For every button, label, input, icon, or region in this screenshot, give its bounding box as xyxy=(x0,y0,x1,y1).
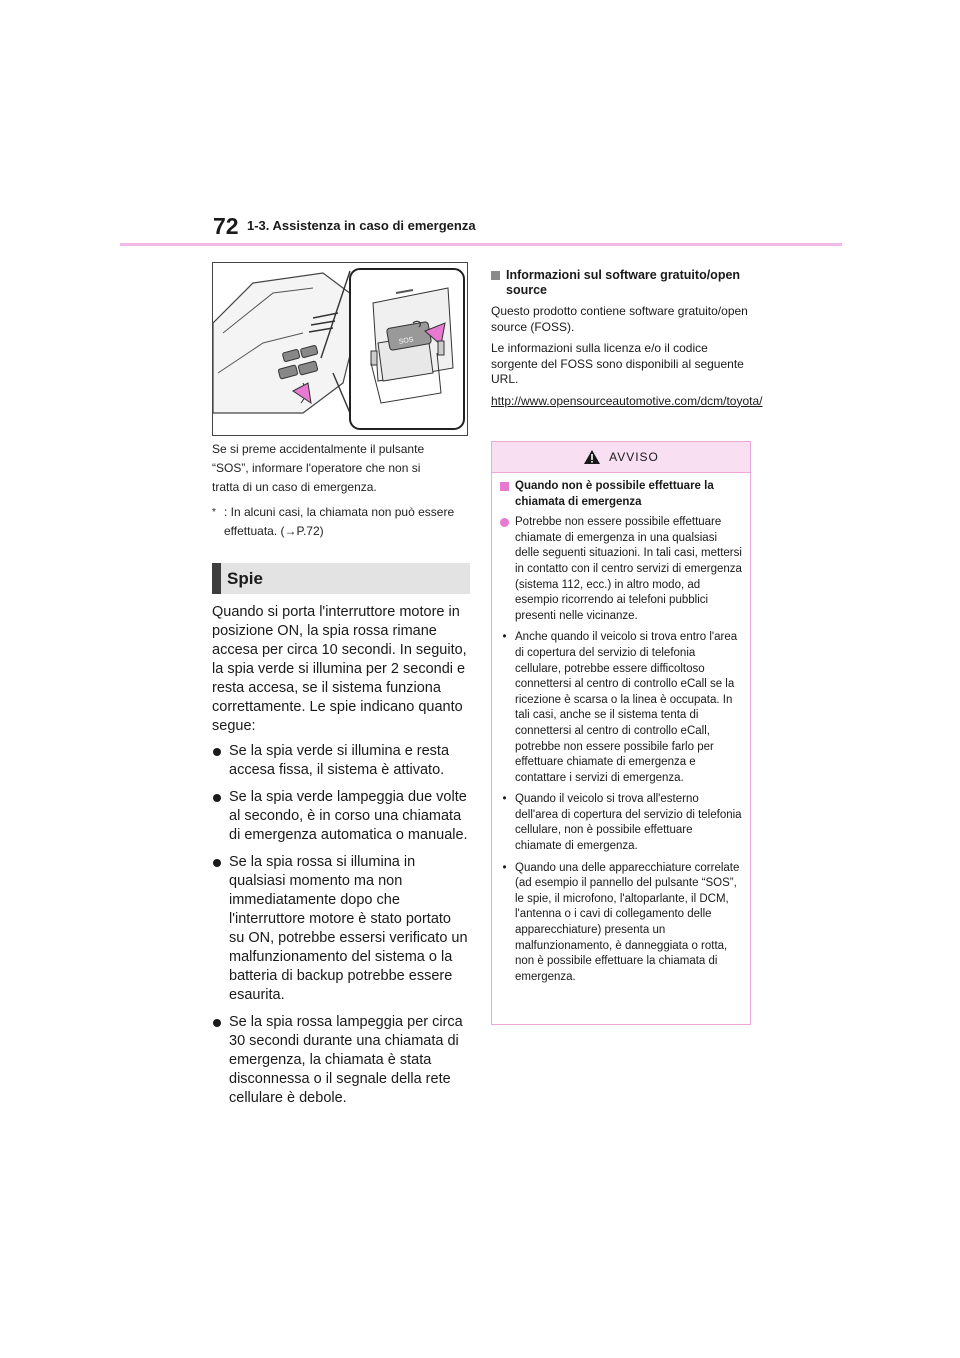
list-item xyxy=(500,792,742,854)
bullet-icon xyxy=(213,794,221,802)
bullet-icon xyxy=(213,1019,221,1027)
list-item-text: Quando una delle apparecchiature correlate (ad esempio il pannello del pulsante “SOS”, le spie, il microfono, l'altoparlante, il DCM, l'antenna o i cavi di collegamento delle apparecchiature) presenta un malfunzionamento, è danneggiata o rotta, non è possibile effettuare la chiamata di emergenza. xyxy=(515,861,740,983)
section-title: Spie xyxy=(227,568,263,588)
software-info-heading xyxy=(491,268,753,298)
page-number: 72 xyxy=(213,213,239,239)
list-item xyxy=(500,630,742,786)
warning-subheading xyxy=(500,479,742,510)
circle-bullet-icon xyxy=(500,518,509,527)
sos-button-illustration xyxy=(212,262,468,436)
footnote-mark: * xyxy=(212,507,216,518)
list-item-text: Se la spia rossa lampeggia per circa 30 secondi durante una chiamata di emergenza, la chiamata è stata disconnessa o il segnale della rete cellulare è debole. xyxy=(229,1014,463,1106)
bullet-icon xyxy=(213,859,221,867)
caption-line: tratta di un caso di emergenza. xyxy=(212,480,377,494)
footnote-line-1: : In alcuni casi, la chiamata non può essere xyxy=(224,505,455,519)
caption-line: “SOS”, informare l'operatore che non si xyxy=(212,461,421,475)
warning-lead-text: Potrebbe non essere possibile effettuare chiamate di emergenza in una qualsiasi delle seguenti situazioni. In tali casi, mettersi in contatto con il centro servizi di emergenza (sistema 112, ecc.) in altro modo, ad esempio ricorrendo ai telefoni pubblici presenti nelle vicinanze. xyxy=(515,516,742,622)
warning-box xyxy=(491,441,751,1025)
list-item xyxy=(212,853,470,1005)
footnote-line-2: effettuata. (→P.72) xyxy=(224,524,324,538)
list-item xyxy=(212,788,470,845)
footnote xyxy=(212,503,474,541)
software-info-paragraph: Le informazioni sulla licenza e/o il codice sorgente del FOSS sono disponibili al seguente URL. xyxy=(491,341,744,386)
caption-line: Se si preme accidentalmente il pulsante xyxy=(212,442,425,456)
list-item-text: Se la spia verde lampeggia due volte al secondo, è in corso una chiamata di emergenza automatica o manuale. xyxy=(229,789,468,843)
list-item-text: Quando il veicolo si trova all'esterno dell'area di copertura del servizio di telefonia cellulare, non è possibile effettuare chiamate di emergenza. xyxy=(515,793,742,853)
warning-label: AVVISO xyxy=(609,450,659,464)
software-info-heading-text: Informazioni sul software gratuito/open source xyxy=(506,268,741,297)
section-intro: Quando si porta l'interruttore motore in posizione ON, la spia rossa rimane accesa per circa 10 secondi. In seguito, la spia verde si illumina per 2 secondi e resta accesa, se il sistema funziona correttamente. Le spie indicano quanto segue: xyxy=(212,604,467,734)
section-heading-bar xyxy=(212,563,221,594)
list-item xyxy=(212,1013,470,1108)
square-bullet-icon xyxy=(500,482,509,491)
list-item xyxy=(500,861,742,986)
square-bullet-icon xyxy=(491,271,500,280)
header-rule xyxy=(120,243,842,246)
dot-bullet-icon xyxy=(500,792,509,854)
list-item xyxy=(212,742,470,780)
warning-body xyxy=(492,473,750,985)
warning-subheading-text: Quando non è possibile effettuare la chiamata di emergenza xyxy=(515,480,714,508)
warning-header xyxy=(492,442,750,473)
warning-triangle-icon xyxy=(583,449,601,465)
figure-caption xyxy=(212,440,472,497)
list-item-text: Se la spia verde si illumina e resta accesa fissa, il sistema è attivato. xyxy=(229,743,450,778)
source-url-link[interactable]: http://www.opensourceautomotive.com/dcm/toyota/ xyxy=(491,393,763,408)
indicator-list xyxy=(212,742,470,1108)
section-body xyxy=(212,603,470,1116)
sos-button-label: SOS xyxy=(398,336,415,346)
list-item-text: Anche quando il veicolo si trova entro l'area di copertura del servizio di telefonia cellulare, potrebbe essere difficoltoso connettersi al centro di controllo eCall se la ricezione è scarsa o la linea è occupata. In tali casi, anche se il sistema tenta di connettersi al centro di controllo eCall, potrebbe non essere possibile farlo per effettuare chiamate di emergenza e contattare i servizi di emergenza. xyxy=(515,631,738,784)
software-info xyxy=(491,268,763,415)
chapter-title: 1-3. Assistenza in caso di emergenza xyxy=(247,218,476,233)
bullet-icon xyxy=(213,748,221,756)
software-info-paragraph: Questo prodotto contiene software gratuito/open source (FOSS). xyxy=(491,304,748,334)
section-heading xyxy=(212,563,470,594)
warning-lead xyxy=(500,515,742,624)
dot-bullet-icon xyxy=(500,630,509,786)
list-item-text: Se la spia rossa si illumina in qualsiasi momento ma non immediatamente dopo che l'interruttore motore è stato portato su ON, potrebbe essersi verificato un malfunzionamento del sistema o la batteria di backup potrebbe essere esaurita. xyxy=(229,854,468,1003)
dot-bullet-icon xyxy=(500,861,509,986)
